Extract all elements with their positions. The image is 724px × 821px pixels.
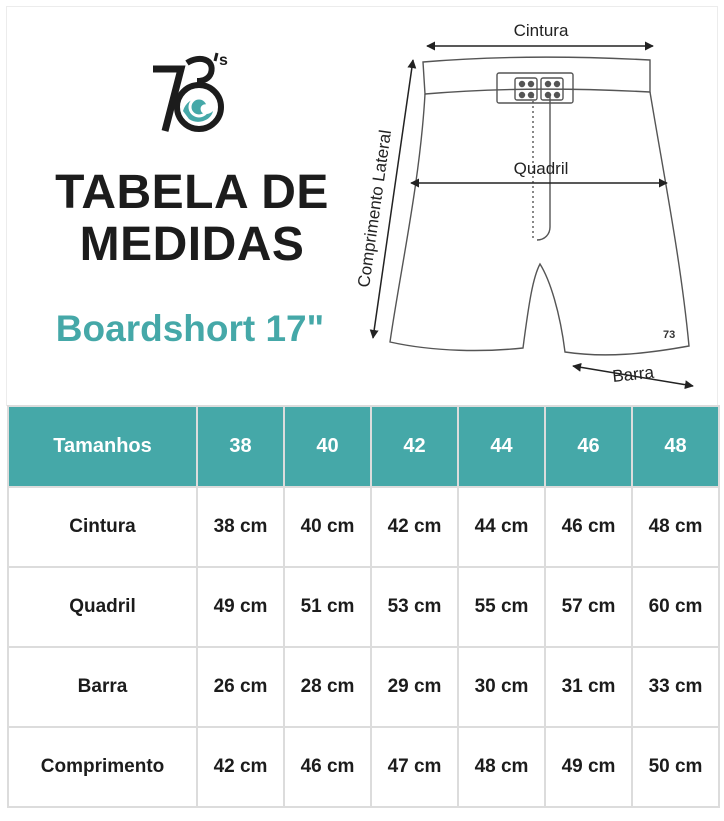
table-cell: 48 cm [458,727,545,807]
side-length-label: Comprimento Lateral [354,128,396,289]
row-label: Cintura [8,487,197,567]
table-cell: 31 cm [545,647,632,727]
table-cell: 51 cm [284,567,371,647]
table-cell: 60 cm [632,567,719,647]
table-cell: 50 cm [632,727,719,807]
table-row [8,567,719,647]
table-cell: 55 cm [458,567,545,647]
column-header: 38 [197,406,284,487]
row-label: Comprimento [8,727,197,807]
brand-logo-icon [147,49,237,139]
column-header: 40 [284,406,371,487]
table-cell: 57 cm [545,567,632,647]
table-cell: 53 cm [371,567,458,647]
boardshort-diagram [345,12,720,397]
belt-buckle [497,73,573,103]
table-cell: 49 cm [545,727,632,807]
table-cell: 42 cm [197,727,284,807]
table-cell: 42 cm [371,487,458,567]
table-cell: 38 cm [197,487,284,567]
column-header: 42 [371,406,458,487]
column-header: 44 [458,406,545,487]
row-label: Barra [8,647,197,727]
page-title-line2: MEDIDAS [79,218,305,271]
shorts-outline [390,57,689,355]
table-cell: 33 cm [632,647,719,727]
table-cell: 30 cm [458,647,545,727]
table-header-row [8,406,719,487]
size-table [7,405,720,808]
waist-label: Cintura [513,21,569,40]
page-title-line1: TABELA DE [55,166,329,219]
table-cell: 28 cm [284,647,371,727]
table-cell: 49 cm [197,567,284,647]
table-row [8,487,719,567]
hem-label: Barra [611,362,655,386]
table-cell: 47 cm [371,727,458,807]
column-header-sizes: Tamanhos [8,406,197,487]
table-row [8,727,719,807]
column-header: 46 [545,406,632,487]
column-header: 48 [632,406,719,487]
table-cell: 26 cm [197,647,284,727]
table-cell: 46 cm [284,727,371,807]
product-subtitle: Boardshort 17" [55,308,325,349]
table-cell: 46 cm [545,487,632,567]
table-cell: 44 cm [458,487,545,567]
table-row [8,647,719,727]
svg-text:s: s [219,52,228,69]
row-label: Quadril [8,567,197,647]
table-cell: 48 cm [632,487,719,567]
small-logo-text: 73 [663,329,676,341]
table-cell: 40 cm [284,487,371,567]
table-cell: 29 cm [371,647,458,727]
hip-label: Quadril [513,159,569,178]
